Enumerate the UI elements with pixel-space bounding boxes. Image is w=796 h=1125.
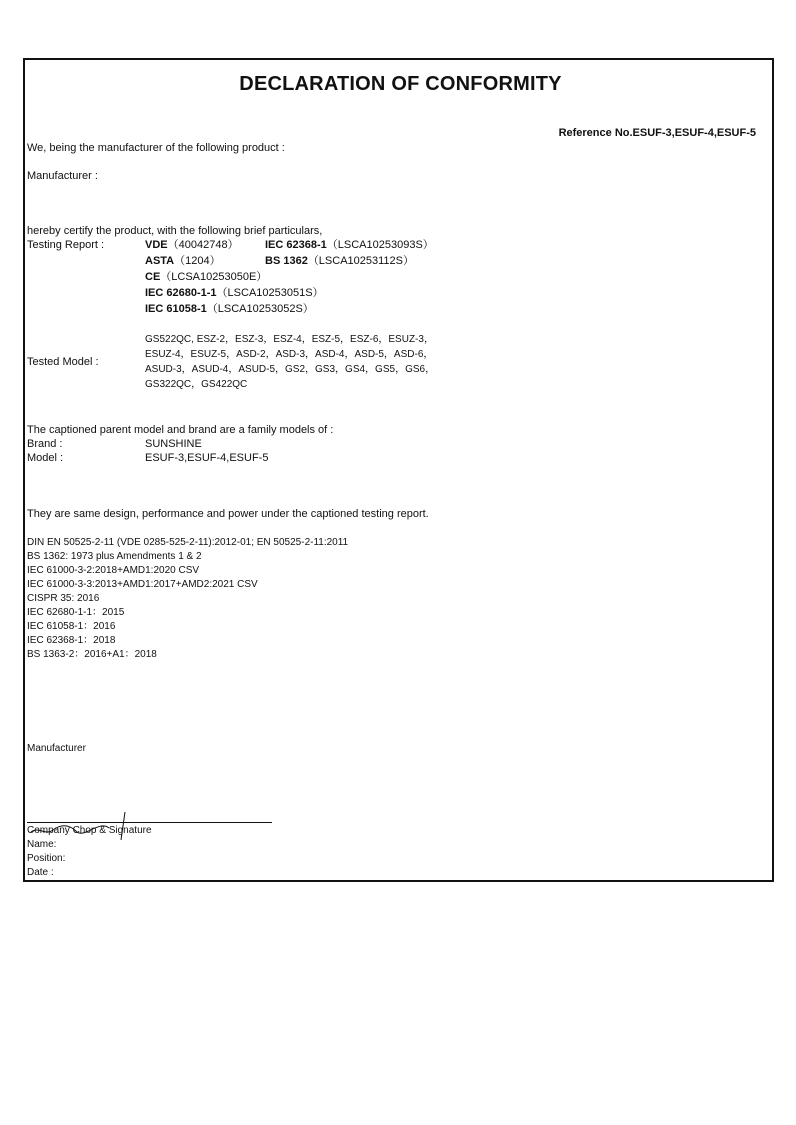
report-standard: VDE <box>145 239 168 251</box>
report-row <box>145 288 324 299</box>
manufacturer-label: Manufacturer : <box>27 170 98 182</box>
tested-model-line: ESUZ-4，ESUZ-5，ASD-2，ASD-3，ASD-4，ASD-5，ASD-6， <box>145 349 434 360</box>
report-standard: CE <box>145 271 161 283</box>
standard-item: IEC 62680-1-1：2015 <box>27 607 125 618</box>
name-label: Name: <box>27 839 57 850</box>
standard-item: BS 1362: 1973 plus Amendments 1 & 2 <box>27 551 202 562</box>
standard-item: IEC 61058-1：2016 <box>27 621 116 632</box>
report-number: （LSCA10253112S） <box>307 255 415 267</box>
tested-model-line: GS322QC，GS422QC <box>145 379 248 390</box>
report-number: （1204） <box>174 255 221 267</box>
signature-line <box>27 822 272 823</box>
signature-manufacturer-label: Manufacturer <box>27 743 86 754</box>
standard-item: IEC 61000-3-3:2013+AMD1:2017+AMD2:2021 CSV <box>27 579 258 590</box>
report-number: （40042748） <box>167 239 239 251</box>
standard-item: CISPR 35: 2016 <box>27 593 100 604</box>
report-number: （LSCA10253051S） <box>216 287 324 299</box>
report-number: （LSCA10253093S） <box>326 239 434 251</box>
tested-model-label: Tested Model : <box>27 356 99 368</box>
standard-item: BS 1363-2：2016+A1：2018 <box>27 649 157 660</box>
report-standard: IEC 62368-1 <box>265 239 327 251</box>
report-row <box>145 256 221 267</box>
signature-scribble-icon <box>29 806 149 842</box>
report-standard: ASTA <box>145 255 175 267</box>
date-label: Date : <box>27 867 54 878</box>
brand-label: Brand : <box>27 438 63 450</box>
page-title: DECLARATION OF CONFORMITY <box>239 73 562 95</box>
standard-item: IEC 61000-3-2:2018+AMD1:2020 CSV <box>27 565 200 576</box>
family-intro: The captioned parent model and brand are a family models of : <box>27 424 334 436</box>
report-row <box>145 272 267 283</box>
report-standard: IEC 62680-1-1 <box>145 287 217 299</box>
model-value: ESUF-3,ESUF-4,ESUF-5 <box>145 452 269 464</box>
model-label: Model : <box>27 452 64 464</box>
same-design-text: They are same design, performance and power under the captioned testing report. <box>27 508 429 520</box>
report-standard: BS 1362 <box>265 255 308 267</box>
report-number: （LSCA10253052S） <box>206 303 314 315</box>
report-row-second <box>265 256 414 267</box>
position-label: Position: <box>27 853 66 864</box>
brand-value: SUNSHINE <box>145 438 202 450</box>
tested-model-line: ASUD-3，ASUD-4，ASUD-5，GS2，GS3，GS4，GS5，GS6， <box>145 364 436 375</box>
standard-item: DIN EN 50525-2-11 (VDE 0285-525-2-11):2012-01; EN 50525-2-11:2011 <box>27 537 349 548</box>
report-number: （LCSA10253050E） <box>160 271 268 283</box>
report-row <box>145 240 239 251</box>
intro-text: We, being the manufacturer of the following product : <box>27 142 285 154</box>
reference-number: Reference No.ESUF-3,ESUF-4,ESUF-5 <box>558 127 756 139</box>
report-row <box>145 304 314 315</box>
certify-text: hereby certify the product, with the following brief particulars, <box>27 225 323 237</box>
declaration-frame <box>23 58 774 882</box>
report-standard: IEC 61058-1 <box>145 303 207 315</box>
testing-report-label: Testing Report : <box>27 239 105 251</box>
standard-item: IEC 62368-1：2018 <box>27 635 116 646</box>
company-chop-label: Company Chop & Signature <box>27 825 152 836</box>
report-row-second <box>265 240 434 251</box>
tested-model-line: GS522QC, ESZ-2，ESZ-3，ESZ-4，ESZ-5，ESZ-6，ESUZ-3， <box>145 334 434 345</box>
